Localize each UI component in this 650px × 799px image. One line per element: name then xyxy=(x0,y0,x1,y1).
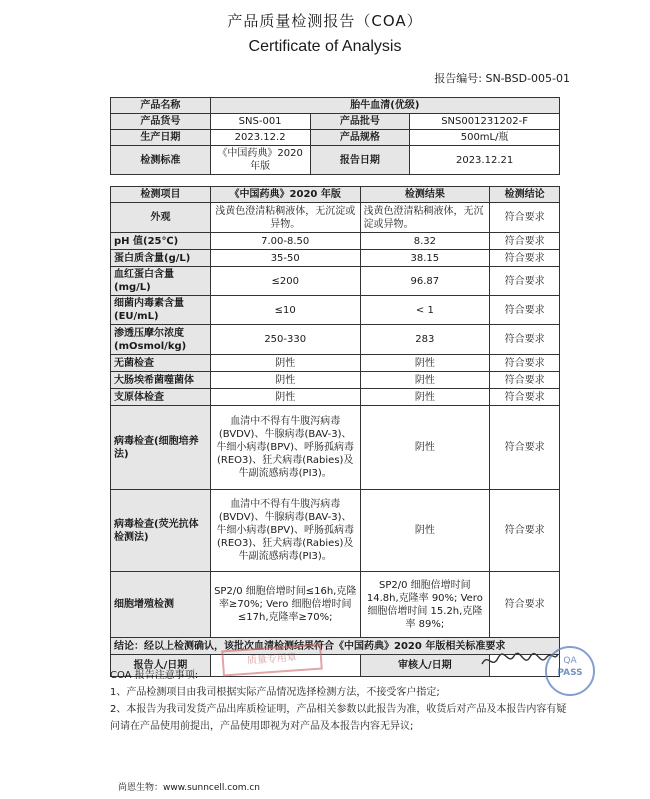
coa-notes xyxy=(110,667,570,735)
test-item: 蛋白质含量(g/L) xyxy=(111,250,211,267)
production-date-label: 生产日期 xyxy=(111,130,211,146)
report-title-en: Certificate of Analysis xyxy=(248,38,402,55)
header-test-item: 检测项目 xyxy=(111,187,211,203)
test-conclusion: 符合要求 xyxy=(490,203,560,233)
test-standard: SP2/0 细胞倍增时间≤16h,克隆率≥70%; Vero 细胞倍增时间≤17h,克隆率≥70%; xyxy=(210,572,360,638)
overall-conclusion: 结论：经以上检测确认，该批次血清检测结果符合《中国药典》2020 年版相关标准要求 xyxy=(111,638,560,655)
test-result: 8.32 xyxy=(360,233,490,250)
report-date-label: 报告日期 xyxy=(310,146,410,175)
test-standard: 7.00-8.50 xyxy=(210,233,360,250)
report-number-label: 报告编号: xyxy=(434,72,482,85)
product-name-value: 胎牛血清(优级) xyxy=(210,98,559,114)
product-code-label: 产品货号 xyxy=(111,114,211,130)
batch-value: SNS001231202-F xyxy=(410,114,560,130)
test-results-table xyxy=(110,186,560,677)
test-result: 阴性 xyxy=(360,355,490,372)
qa-stamp-top: QA xyxy=(563,656,577,666)
standard-value: 《中国药典》2020 年版 xyxy=(210,146,310,175)
test-item: 大肠埃希菌噬菌体 xyxy=(111,372,211,389)
test-standard: 血清中不得有牛腹泻病毒(BVDV)、牛腺病毒(BAV-3)、牛细小病毒(BPV)、呼肠孤病毒(REO3)、狂犬病毒(Rabies)及牛副流感病毒(PI3)。 xyxy=(210,490,360,572)
test-standard: 阴性 xyxy=(210,372,360,389)
test-result: 浅黄色澄清粘稠液体，无沉淀或异物。 xyxy=(360,203,490,233)
product-code-value: SNS-001 xyxy=(210,114,310,130)
test-result: < 1 xyxy=(360,296,490,325)
test-standard: 浅黄色澄清粘稠液体，无沉淀或异物。 xyxy=(210,203,360,233)
test-result: 阴性 xyxy=(360,406,490,490)
spec-value: 500mL/瓶 xyxy=(410,130,560,146)
test-item: 支原体检查 xyxy=(111,389,211,406)
batch-label: 产品批号 xyxy=(310,114,410,130)
table-row xyxy=(111,250,560,267)
test-standard: 血清中不得有牛腹泻病毒(BVDV)、牛腺病毒(BAV-3)、牛细小病毒(BPV)、呼肠孤病毒(REO3)、狂犬病毒(Rabies)及牛副流感病毒(PI3)。 xyxy=(210,406,360,490)
table-row xyxy=(111,355,560,372)
test-standard: 35-50 xyxy=(210,250,360,267)
test-conclusion: 符合要求 xyxy=(490,233,560,250)
test-item: 病毒检查(荧光抗体检测法) xyxy=(111,490,211,572)
test-item: pH 值(25℃) xyxy=(111,233,211,250)
table-row xyxy=(111,203,560,233)
test-item: 无菌检查 xyxy=(111,355,211,372)
test-conclusion: 符合要求 xyxy=(490,325,560,355)
test-standard: ≤10 xyxy=(210,296,360,325)
test-item: 细胞增殖检测 xyxy=(111,572,211,638)
report-number xyxy=(434,70,570,86)
test-item: 渗透压摩尔浓度 (mOsmol/kg) xyxy=(111,325,211,355)
test-result: SP2/0 细胞倍增时间 14.8h,克隆率 90%; Vero 细胞倍增时间 15.2h,克隆率 89%; xyxy=(360,572,490,638)
table-row xyxy=(111,233,560,250)
test-conclusion: 符合要求 xyxy=(490,296,560,325)
test-result: 阴性 xyxy=(360,490,490,572)
test-item: 病毒检查(细胞培养法) xyxy=(111,406,211,490)
table-row xyxy=(111,325,560,355)
test-result: 96.87 xyxy=(360,267,490,296)
header-standard: 《中国药典》2020 年版 xyxy=(210,187,360,203)
test-result: 283 xyxy=(360,325,490,355)
report-number-value: SN-BSD-005-01 xyxy=(485,72,570,85)
table-row xyxy=(111,389,560,406)
table-row xyxy=(111,406,560,490)
header-result: 检测结果 xyxy=(360,187,490,203)
test-conclusion: 符合要求 xyxy=(490,267,560,296)
spec-label: 产品规格 xyxy=(310,130,410,146)
note-item: 2、本报告为我司发货产品出库质检证明，产品相关参数以此报告为准，收货后对产品及本报告内容有疑问请在产品使用前提出，产品使用即视为对产品及本报告内容无异议; xyxy=(110,704,567,732)
report-title-cn: 产品质量检测报告（COA） xyxy=(227,12,423,30)
reporter-label: 报告人/日期 xyxy=(111,655,211,677)
table-row xyxy=(111,572,560,638)
test-conclusion: 符合要求 xyxy=(490,372,560,389)
test-conclusion: 符合要求 xyxy=(490,406,560,490)
test-conclusion: 符合要求 xyxy=(490,572,560,638)
test-result: 阴性 xyxy=(360,389,490,406)
test-result: 阴性 xyxy=(360,372,490,389)
table-row xyxy=(111,372,560,389)
table-row xyxy=(111,490,560,572)
standard-label: 检测标准 xyxy=(111,146,211,175)
note-item: 1、产品检测项目由我司根据实际产品情况选择检测方法，不接受客户指定; xyxy=(110,687,440,698)
notes-title: COA 报告注意事项: xyxy=(110,670,199,681)
header-conclusion: 检测结论 xyxy=(490,187,560,203)
test-conclusion: 符合要求 xyxy=(490,355,560,372)
test-conclusion: 符合要求 xyxy=(490,490,560,572)
test-standard: 阴性 xyxy=(210,389,360,406)
table-row xyxy=(111,296,560,325)
report-date-value: 2023.12.21 xyxy=(410,146,560,175)
test-item: 血红蛋白含量(mg/L) xyxy=(111,267,211,296)
test-item: 细菌内毒素含量(EU/mL) xyxy=(111,296,211,325)
quality-stamp: 质量专用章 xyxy=(221,644,323,677)
reviewer-label: 审核人/日期 xyxy=(360,655,490,677)
product-info-table xyxy=(110,97,560,175)
test-conclusion: 符合要求 xyxy=(490,389,560,406)
test-result: 38.15 xyxy=(360,250,490,267)
test-conclusion: 符合要求 xyxy=(490,250,560,267)
product-name-label: 产品名称 xyxy=(111,98,211,114)
test-item: 外观 xyxy=(111,203,211,233)
test-standard: 阴性 xyxy=(210,355,360,372)
qa-stamp-bottom: PASS xyxy=(557,668,583,678)
company-footer: 尚恩生物：www.sunncell.com.cn xyxy=(118,783,261,793)
test-standard: ≤200 xyxy=(210,267,360,296)
table-row xyxy=(111,267,560,296)
test-standard: 250-330 xyxy=(210,325,360,355)
production-date-value: 2023.12.2 xyxy=(210,130,310,146)
